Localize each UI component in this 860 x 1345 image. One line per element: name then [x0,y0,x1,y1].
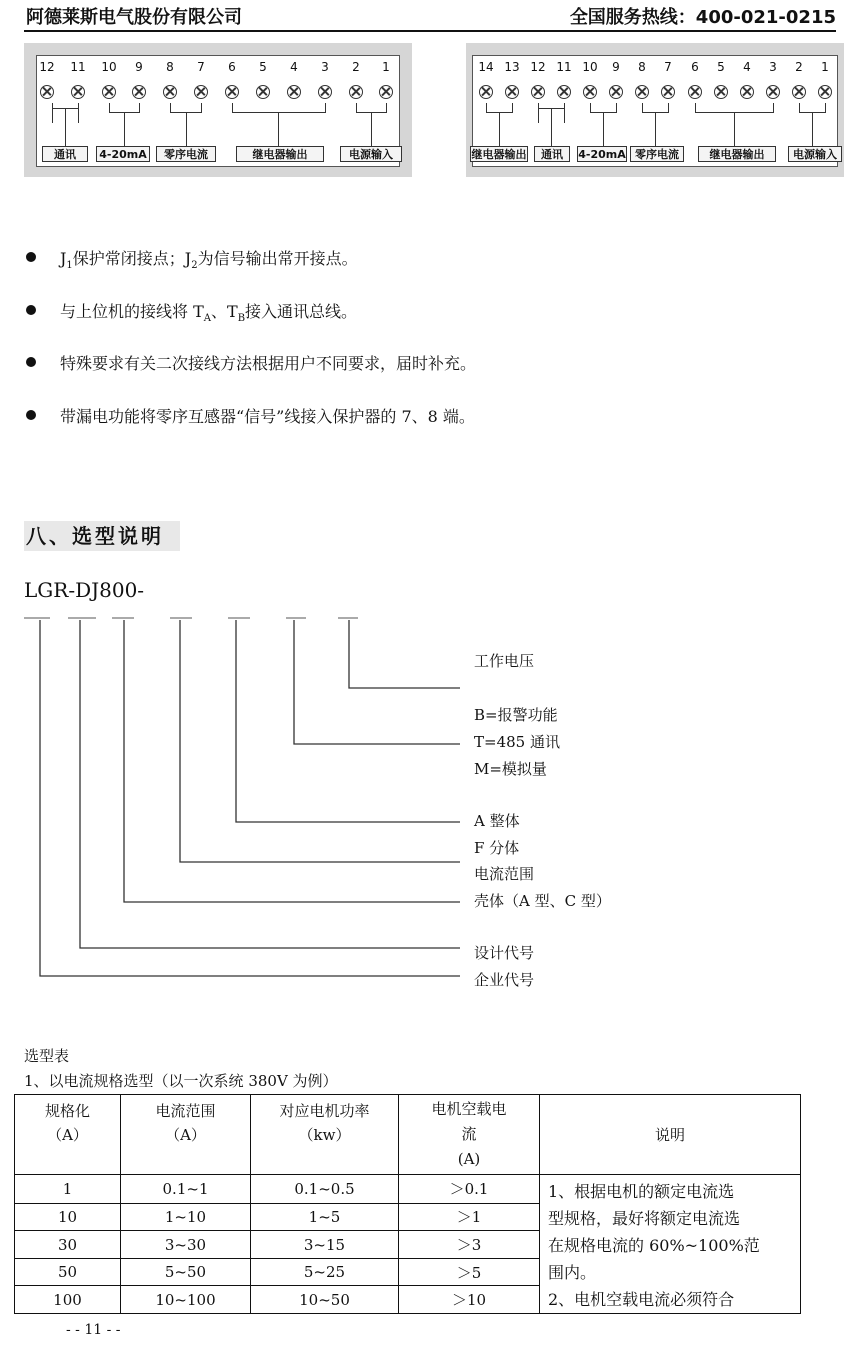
bullet-dot-icon [26,252,36,262]
terminal-screw-icon [287,85,301,99]
terminal-number: 7 [664,60,672,74]
terminal-screw-icon [40,85,54,99]
note-cell: 1、根据电机的额定电流选 型规格，最好将额定电流选 在规格电流的 60%~100%范 围内。 2、电机空载电流必须符合 [540,1175,801,1314]
table-cell: 100 [15,1286,121,1314]
header-divider [24,30,836,32]
legend-item: 壳体（A 型、C 型） [474,892,611,910]
terminal-label: 零序电流 [630,146,684,162]
table-cell: 10~50 [251,1286,399,1314]
legend-item: 企业代号 [474,971,535,989]
terminal-number: 12 [39,60,55,74]
terminal-screw-icon [349,85,363,99]
column-header: 对应电机功率 （kw） [251,1095,399,1175]
wire [538,103,539,123]
column-header: 规格化 （A） [15,1095,121,1175]
bullet-dot-icon [26,305,36,315]
bullet-dot-icon [26,357,36,367]
model-code-diagram [0,610,860,990]
bullet-dot-icon [26,410,36,420]
wire [371,112,372,146]
terminal-screw-icon [225,85,239,99]
legend-item: T=485 通讯 [474,733,560,751]
terminal-screw-icon [505,85,519,99]
column-header: 电机空载电 流 (A) [399,1095,540,1175]
note-item-4: 带漏电功能将零序互感器“信号”线接入保护器的 7、8 端。 [60,407,475,426]
terminal-screw-icon [102,85,116,99]
page-header [0,0,860,28]
legend-item: B=报警功能 [474,706,558,724]
terminal-screw-icon [479,85,493,99]
terminal-screw-icon [766,85,780,99]
table-cell: ＞0.1 [399,1175,540,1204]
legend-item: A 整体 [474,812,520,830]
table-cell: 1~5 [251,1203,399,1231]
terminal-label: 零序电流 [156,146,216,162]
note-item-1: $J_1$保护常闭接点；$J_2$为信号输出常开接点。 [60,249,358,272]
terminal-screw-icon [318,85,332,99]
terminal-screw-icon [256,85,270,99]
terminal-label: 电源输入 [788,146,842,162]
table-cell: 0.1~1 [121,1175,251,1204]
table-cell: 30 [15,1231,121,1259]
terminal-number: 5 [259,60,267,74]
wire [124,112,125,146]
wire [65,108,66,146]
terminal-number: 2 [352,60,360,74]
table-cell: ＞1 [399,1203,540,1231]
table-cell: 50 [15,1258,121,1286]
terminal-label: 继电器输出 [698,146,776,162]
wire [603,112,604,146]
terminal-screw-icon [792,85,806,99]
company-name: 阿德莱斯电气股份有限公司 [26,7,242,28]
table-caption: 选型表 [24,1047,70,1065]
wire [734,112,735,146]
terminal-number: 6 [228,60,236,74]
terminal-screw-icon [379,85,393,99]
wire [52,103,53,123]
terminal-number: 10 [101,60,117,74]
terminal-number: 8 [166,60,174,74]
terminal-screw-icon [583,85,597,99]
terminal-number: 13 [504,60,520,74]
terminal-number: 2 [795,60,803,74]
terminal-screw-icon [688,85,702,99]
terminal-number: 6 [691,60,699,74]
table-cell: 10 [15,1203,121,1231]
wire [812,112,813,146]
terminal-number: 7 [197,60,205,74]
table-cell: 1~10 [121,1203,251,1231]
model-number: LGR-DJ800- [24,578,145,602]
table-subcaption: 1、以电流规格选型（以一次系统 380V 为例） [24,1072,338,1090]
legend-item: 工作电压 [474,652,535,670]
terminal-number: 10 [582,60,598,74]
terminal-screw-icon [818,85,832,99]
terminal-screw-icon [531,85,545,99]
terminal-number: 9 [612,60,620,74]
table-cell: ＞3 [399,1231,540,1259]
terminal-screw-icon [661,85,675,99]
wire [186,112,187,146]
table-row [15,1175,801,1204]
terminal-number: 5 [717,60,725,74]
terminal-label: 通讯 [534,146,570,162]
terminal-screw-icon [557,85,571,99]
page-number: - - 11 - - [66,1322,121,1338]
terminal-label: 继电器输出 [236,146,324,162]
terminal-label: 4-20mA [96,146,150,162]
service-hotline: 全国服务热线：400-021-0215 [569,7,836,28]
terminal-number: 1 [382,60,390,74]
wire [278,112,279,146]
terminal-number: 8 [638,60,646,74]
terminal-label: 继电器输出 [471,148,527,161]
terminal-label: 通讯 [42,146,88,162]
wire [564,103,565,123]
table-cell: 1 [15,1175,121,1204]
terminal-screw-icon [635,85,649,99]
column-header: 电流范围 （A） [121,1095,251,1175]
terminal-screw-icon [740,85,754,99]
terminal-number: 12 [530,60,546,74]
terminal-number: 3 [321,60,329,74]
legend-item: F 分体 [474,839,520,857]
table-cell: 3~15 [251,1231,399,1259]
legend-item: 电流范围 [474,865,535,883]
note-item-3: 特殊要求有关二次接线方法根据用户不同要求，届时补充。 [60,354,477,373]
table-cell: 5~50 [121,1258,251,1286]
table-cell: ＞5 [399,1258,540,1286]
terminal-number: 11 [70,60,86,74]
terminal-screw-icon [132,85,146,99]
wire [232,112,326,113]
note-item-2: 与上位机的接线将 $T_A$、$T_B$接入通讯总线。 [60,302,358,325]
wire [499,112,500,146]
section-title: 八、选型说明 [24,521,180,551]
wire [78,103,79,123]
terminal-number: 9 [135,60,143,74]
table-cell: 0.1~0.5 [251,1175,399,1204]
terminal-screw-icon [194,85,208,99]
terminal-label: 电源输入 [340,146,402,162]
table-cell: 10~100 [121,1286,251,1314]
selection-table [14,1094,801,1314]
terminal-number: 4 [290,60,298,74]
terminal-screw-icon [714,85,728,99]
column-header: 说明 [540,1095,801,1175]
wire [655,112,656,146]
terminal-number: 3 [769,60,777,74]
table-cell: ＞10 [399,1286,540,1314]
terminal-screw-icon [609,85,623,99]
wire [551,108,552,146]
terminal-number: 14 [478,60,494,74]
table-cell: 3~30 [121,1231,251,1259]
terminal-number: 4 [743,60,751,74]
legend-item: M=模拟量 [474,760,547,778]
terminal-label: 4-20mA [578,148,626,161]
terminal-screw-icon [71,85,85,99]
terminal-number: 11 [556,60,572,74]
legend-item: 设计代号 [474,944,535,962]
terminal-screw-icon [163,85,177,99]
table-header-row [15,1095,801,1175]
terminal-number: 1 [821,60,829,74]
table-cell: 5~25 [251,1258,399,1286]
